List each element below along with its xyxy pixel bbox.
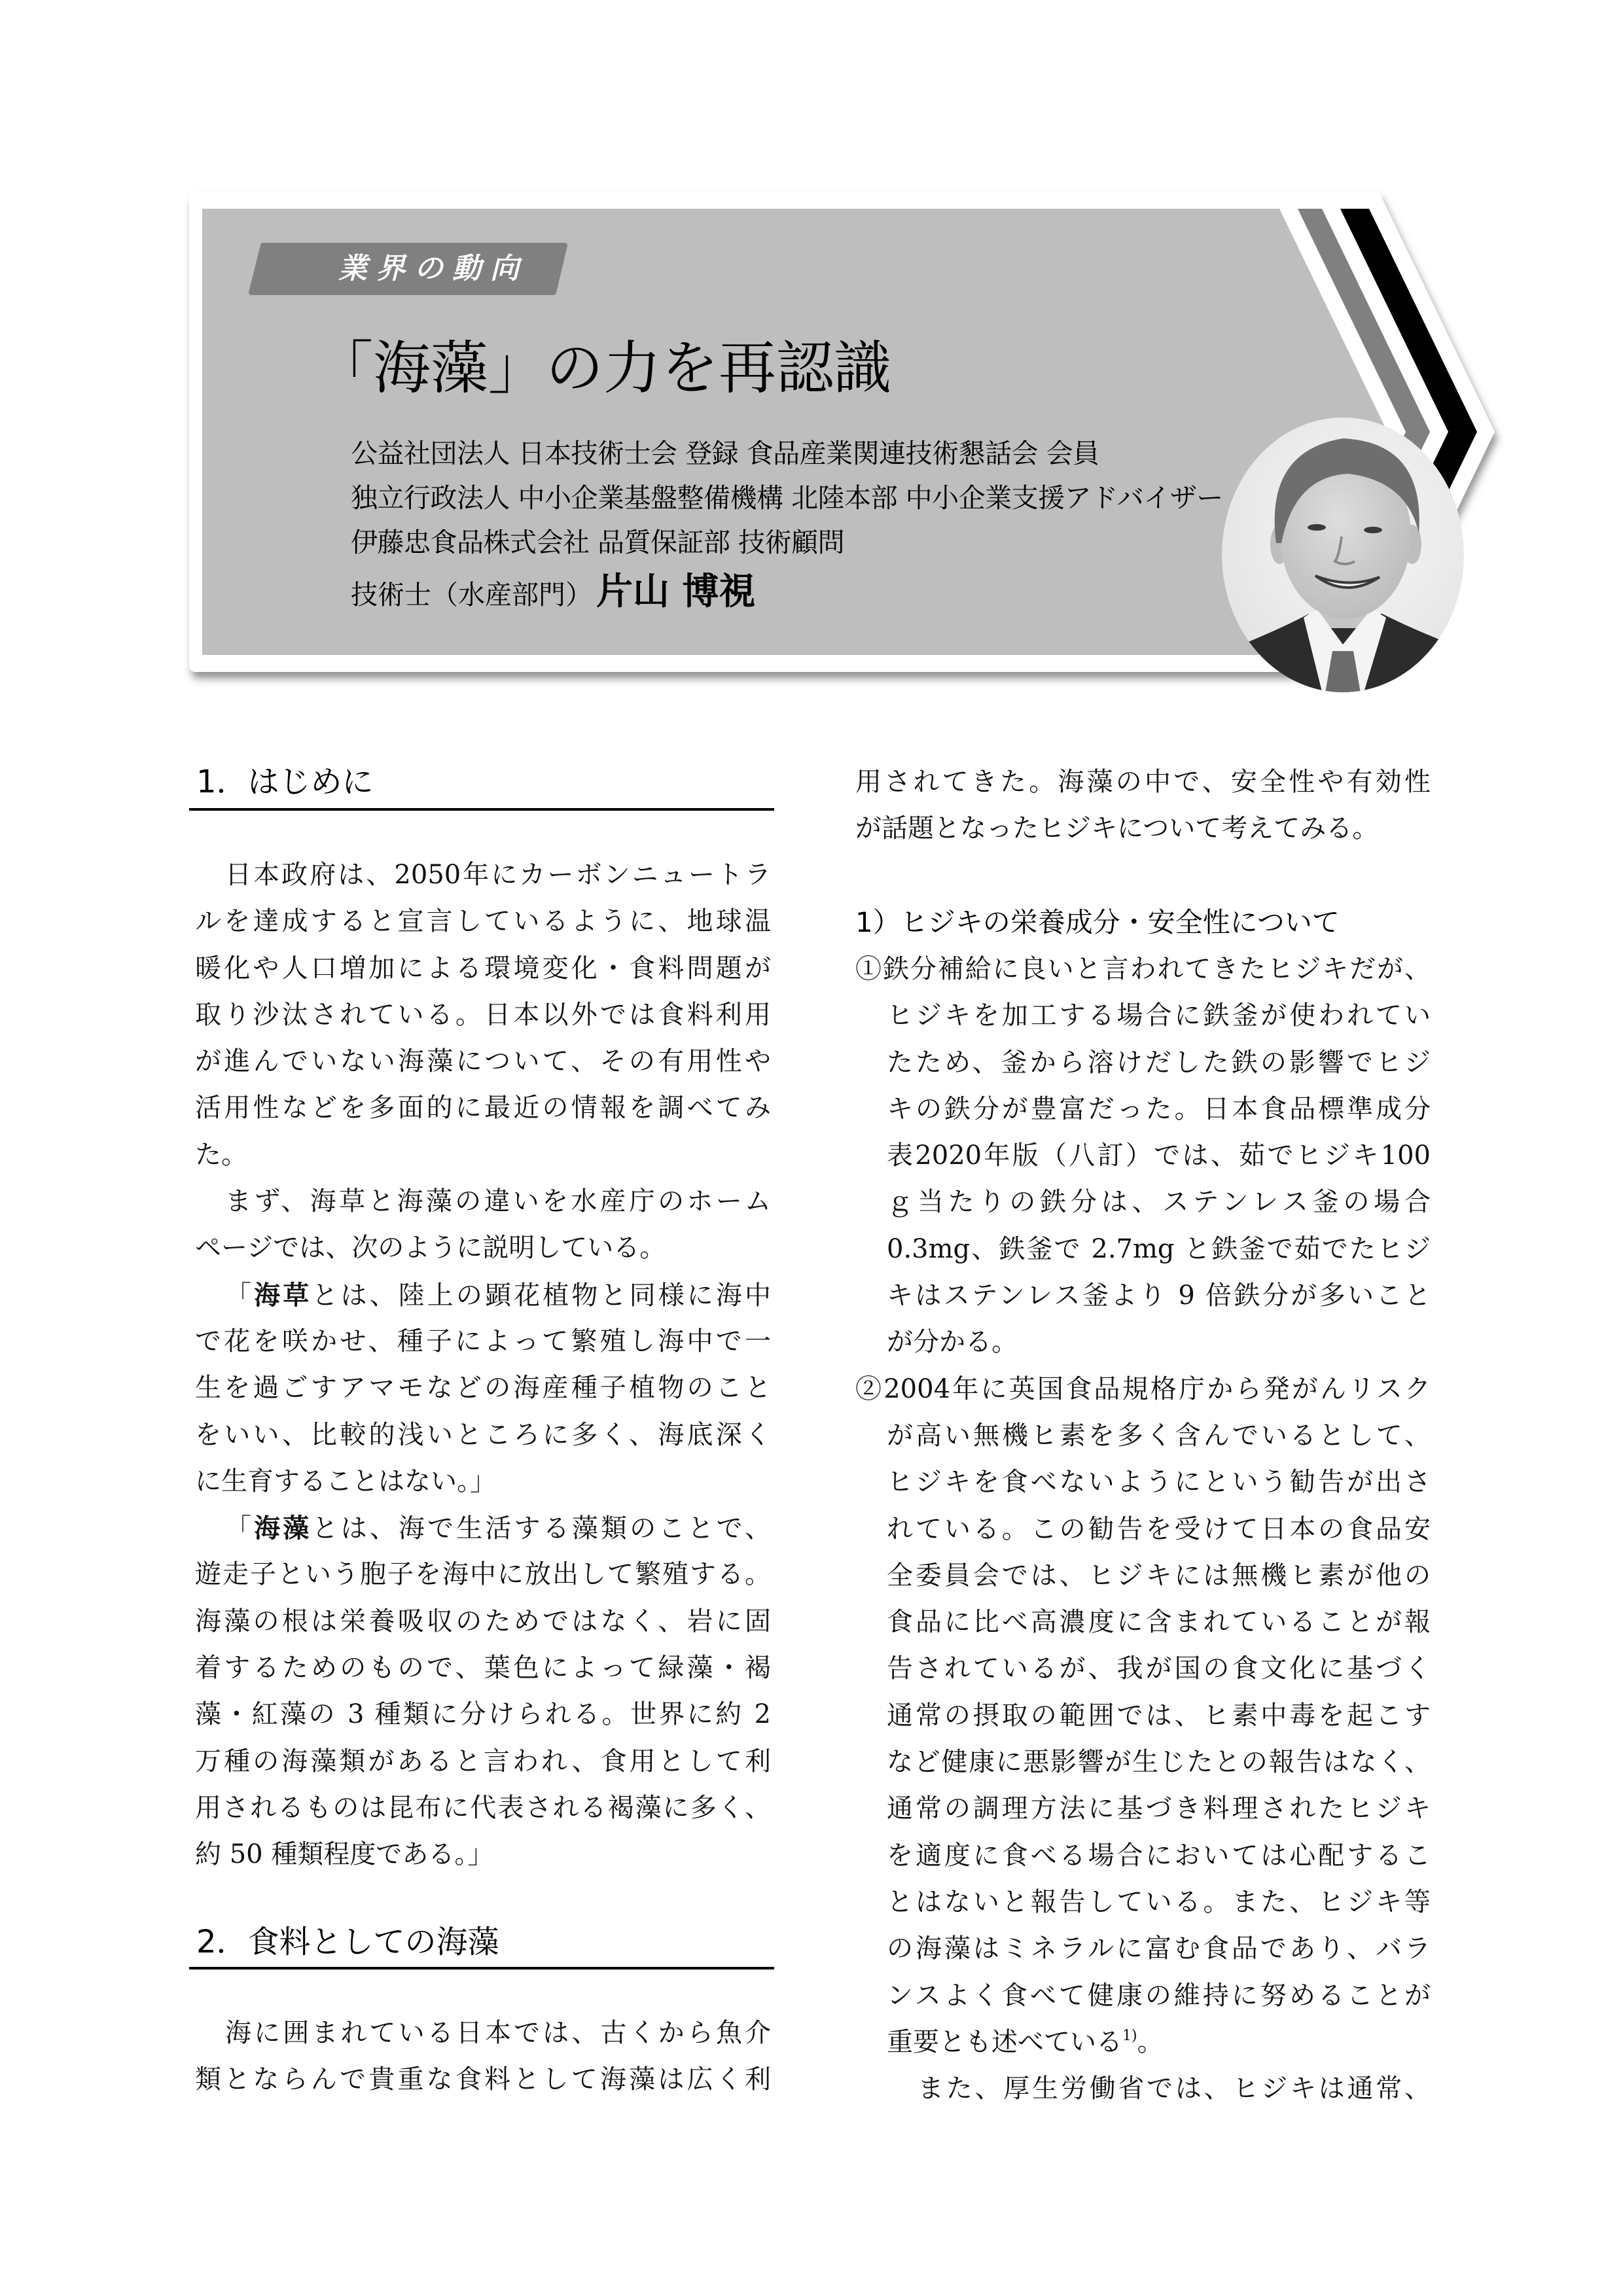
text-line: [887, 2019, 1431, 2066]
text-line: [195, 1505, 771, 1551]
emphasized-term: 海草: [254, 1279, 312, 1311]
text-line-content: 遊走子という胞子を海中に放出して繁殖する。: [195, 1559, 771, 1590]
numbered-item: [855, 946, 1431, 1366]
text-line: [195, 992, 771, 1038]
text-segment: とは、海で生活する藻類のことで、: [312, 1513, 771, 1544]
text-line: [887, 1786, 1431, 1832]
text-line: [887, 1040, 1431, 1086]
text-line-content: 全委員会では、ヒジキには無機ヒ素が他の: [887, 1560, 1431, 1591]
text-line-content: 告されているが、我が国の食文化に基づく: [887, 1653, 1431, 1684]
text-line: [195, 1132, 771, 1178]
text-line-content: 鉄分補給に良いと言われてきたヒジキだが、: [882, 954, 1431, 984]
text-line: [887, 1879, 1431, 1926]
text-line: [887, 1319, 1431, 1366]
text-line: [855, 946, 1431, 993]
text-line: [887, 1459, 1431, 1506]
text-line-content: 表2020年版（八訂）では、茹でヒジキ100: [887, 1140, 1431, 1171]
text-line: [887, 1179, 1431, 1226]
paragraph: [855, 759, 1431, 853]
text-line-content: 通常の調理方法に基づき料理されたヒジキ: [887, 1793, 1431, 1824]
text-line-content: など健康に悪影響が生じたとの報告はなく、: [887, 1747, 1431, 1778]
text-line-content: ルを達成すると宣言しているように、地球温: [195, 906, 771, 937]
paragraph: [195, 852, 771, 1178]
text-line: [887, 1833, 1431, 1879]
text-line-content: で花を咲かせ、種子によって繁殖し海中で一: [195, 1326, 771, 1356]
paragraph: [195, 1178, 771, 1272]
author-credential: 技術士（水産部門）: [351, 579, 592, 610]
paragraph: [195, 1272, 771, 1505]
text-line: [887, 1506, 1431, 1553]
affiliation-line: 伊藤忠食品株式会社 品質保証部 技術顧問: [351, 527, 845, 558]
reference-superscript: 1): [1122, 2027, 1137, 2044]
paragraph: [195, 2010, 771, 2104]
text-line: [887, 1693, 1431, 1739]
item-number-marker: ②: [855, 1373, 884, 1404]
text-line: [887, 1086, 1431, 1133]
text-line: [195, 1551, 771, 1598]
text-line-content: が高い無機ヒ素を多く含んでいるとして、: [887, 1420, 1431, 1451]
text-line-content: ヒジキを加工する場合に鉄釜が使われてい: [887, 1000, 1431, 1031]
paragraph: [195, 1505, 771, 1878]
text-line: [195, 1365, 771, 1411]
text-line-content: キの鉄分が豊富だった。日本食品標準成分: [887, 1093, 1431, 1124]
text-line-content: 暖化や人口増加による環境変化・食料問題が: [195, 953, 771, 983]
section-body-food-continued: [855, 759, 1431, 853]
text-line: [855, 805, 1431, 852]
text-line: [887, 1973, 1431, 2019]
text-line-content: とはないと報告している。また、ヒジキ等: [887, 1886, 1431, 1917]
text-line-content: 通常の摂取の範囲では、ヒ素中毒を起こす: [887, 1700, 1431, 1731]
text-line-content: 藻・紅藻の 3 種類に分けられる。世界に約 2: [195, 1699, 771, 1730]
text-line: [195, 1412, 771, 1458]
closing-paragraph: [855, 2066, 1431, 2112]
text-line-content: れている。この勧告を受けて日本の食品安: [887, 1513, 1431, 1544]
section-heading-rule: [189, 808, 774, 811]
text-line-content: 用されてきた。海藻の中で、安全性や有効性: [855, 767, 1431, 797]
numbered-item: [855, 1366, 1431, 2066]
text-line-content: 海に囲まれている日本では、古くから魚介: [225, 2018, 771, 2048]
text-line-content: たため、釜から溶けだした鉄の影響でヒジ: [887, 1047, 1431, 1078]
text-line: [887, 1553, 1431, 1599]
text-line-content: 取り沙汰されている。日本以外では食料利用: [195, 999, 771, 1030]
text-line: [887, 1413, 1431, 1459]
text-line: [195, 1831, 771, 1878]
text-line: [195, 1085, 771, 1131]
author-name: 片山 博視: [596, 571, 756, 613]
text-segment: 重要とも述べている: [887, 2026, 1122, 2057]
text-line-content: が話題となったヒジキについて考えてみる。: [855, 813, 1379, 844]
text-segment: とは、陸上の顕花植物と同様に海中: [312, 1280, 772, 1311]
text-line: [195, 1598, 771, 1645]
subsection-body-hijiki: [855, 946, 1431, 2112]
text-line-content: まず、海草と海藻の違いを水産庁のホーム: [225, 1186, 771, 1217]
text-line-content: た。: [195, 1139, 247, 1170]
text-line: [887, 1133, 1431, 1179]
subsection-heading-hijiki: 1）ヒジキの栄養成分・安全性について: [855, 906, 1340, 938]
text-line-content: 0.3mg、鉄釜で 2.7mg と鉄釜で茹でたヒジ: [887, 1233, 1431, 1264]
text-line: [195, 1739, 771, 1785]
text-line-content: ンスよく食べて健康の維持に努めることが: [887, 1980, 1431, 2011]
text-line-content: キはステンレス釜より 9 倍鉄分が多いこと: [887, 1280, 1431, 1311]
item-number-marker: ①: [855, 954, 883, 984]
text-line-content: 食品に比べ高濃度に含まれていることが報: [887, 1607, 1431, 1638]
text-line-content: 万種の海藻類があると言われ、食用として利: [195, 1746, 771, 1776]
text-line-content: 類とならんで貴重な食料として海藻は広く利: [195, 2064, 771, 2095]
text-line: [195, 1785, 771, 1831]
paragraph: [855, 2066, 1431, 2112]
text-line: [195, 945, 771, 992]
text-line-content: をいい、比較的浅いところに多く、海底深く: [195, 1419, 771, 1450]
text-line-content: 用されるものは昆布に代表される褐藻に多く、: [195, 1792, 771, 1823]
section-heading-food: 2．食料としての海藻: [196, 1924, 499, 1960]
text-line-content: が進んでいない海藻について、その有用性や: [195, 1046, 771, 1077]
numbered-items: [855, 946, 1431, 2066]
section-heading-rule: [189, 1967, 774, 1969]
text-line-content: 2004年に英国食品規格庁から発がんリスク: [883, 1373, 1431, 1404]
section-heading-introduction: 1．はじめに: [196, 764, 374, 800]
text-line-content: 日本政府は、2050年にカーボンニュートラ: [225, 860, 771, 890]
text-line: [855, 759, 1431, 805]
text-line: [887, 1926, 1431, 1972]
text-line: [887, 1646, 1431, 1692]
text-line-content: が分かる。: [887, 1327, 1018, 1358]
text-line: [855, 1366, 1431, 1413]
text-line: [195, 1178, 771, 1225]
author-byline: [351, 566, 756, 618]
text-line: [887, 1599, 1431, 1646]
text-line-content: の海藻はミネラルに富む食品であり、バラ: [887, 1934, 1431, 1964]
article-title: 「海藻」の力を再認識: [315, 334, 892, 402]
author-affiliations: [351, 431, 1223, 565]
text-line-content: 生を過ごすアマモなどの海産種子植物のこと: [195, 1373, 771, 1404]
text-line-content: 活用性などを多面的に最近の情報を調べてみ: [195, 1093, 771, 1123]
text-segment: 「: [225, 1513, 255, 1544]
text-line: [195, 2010, 771, 2057]
text-line-content: に生育することはない。」: [195, 1466, 496, 1496]
text-segment: 「: [225, 1280, 255, 1311]
emphasized-term: 海藻: [254, 1513, 312, 1544]
section-body-food: [195, 2010, 771, 2104]
text-line-content: また、厚生労働省では、ヒジキは通常、: [918, 2074, 1431, 2104]
text-line: [855, 2066, 1431, 2112]
text-line-content: 着するためのもので、葉色によって緑藻・褐: [195, 1653, 771, 1684]
category-tag: 業界の動向: [338, 252, 528, 285]
affiliation-line: 公益社団法人 日本技術士会 登録 食品産業関連技術懇話会 会員: [351, 438, 1099, 469]
text-line: [195, 1038, 771, 1085]
text-line-content: ｇ当たりの鉄分は、ステンレス釜の場合: [887, 1187, 1431, 1218]
text-line: [195, 1225, 771, 1271]
text-segment: 。: [1137, 2026, 1164, 2057]
text-line: [195, 1458, 771, 1505]
text-line-content: 海藻の根は栄養吸収のためではなく、岩に固: [195, 1606, 771, 1636]
photo-eye-left: [1308, 524, 1326, 531]
text-line: [195, 1645, 771, 1691]
text-line: [195, 1272, 771, 1318]
text-line: [195, 1318, 771, 1365]
text-line: [195, 2057, 771, 2103]
text-line: [887, 1226, 1431, 1273]
text-line: [195, 1691, 771, 1738]
text-line: [887, 1273, 1431, 1319]
photo-eye-right: [1364, 527, 1382, 533]
affiliation-line: 独立行政法人 中小企業基盤整備機構 北陸本部 中小企業支援アドバイザー: [351, 482, 1223, 514]
text-line: [887, 993, 1431, 1039]
text-line-content: ページでは、次のように説明している。: [195, 1233, 666, 1263]
text-line-content: ヒジキを食べないようにという勧告が出さ: [887, 1467, 1431, 1498]
text-line: [195, 852, 771, 898]
section-body-introduction: [195, 852, 771, 1879]
text-line-content: 約 50 種類程度である。」: [195, 1839, 494, 1870]
text-line: [195, 898, 771, 945]
text-line: [887, 1739, 1431, 1786]
text-line-content: を適度に食べる場合においては心配するこ: [887, 1840, 1431, 1871]
